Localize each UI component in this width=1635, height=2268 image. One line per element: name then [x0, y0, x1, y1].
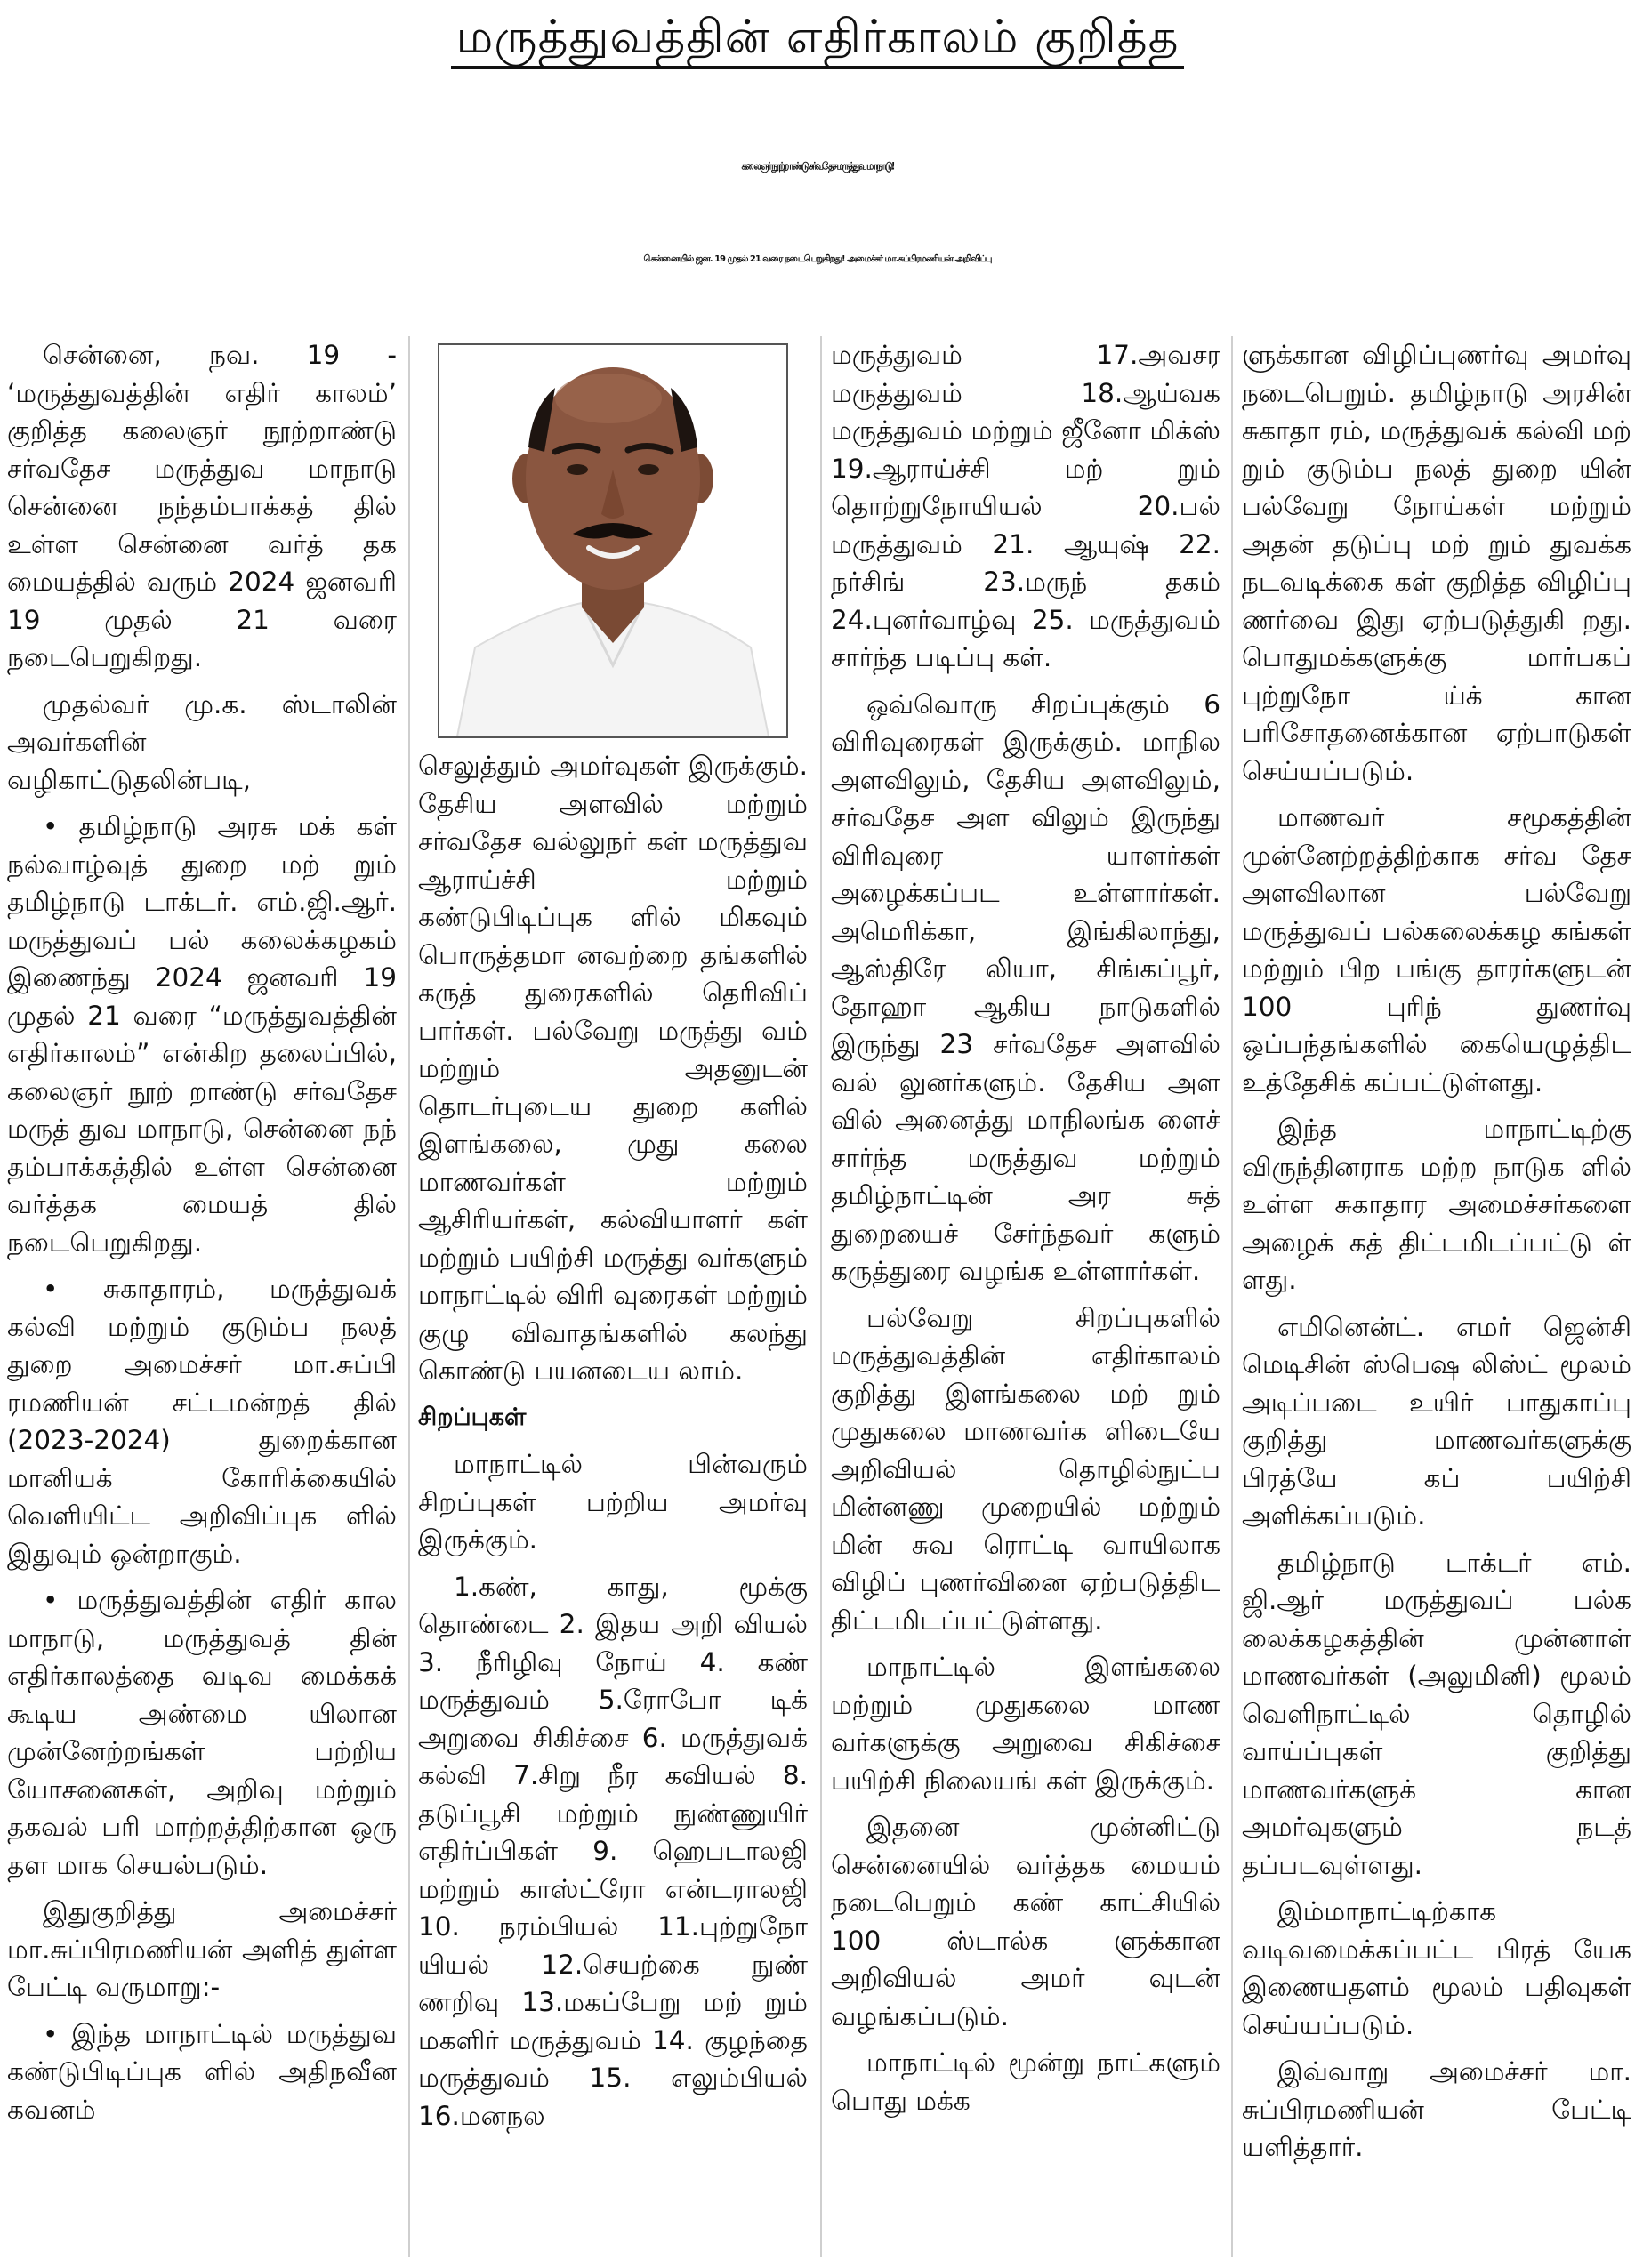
paragraph: • சுகாதாரம், மருத்துவக் கல்வி மற்றும் குடும்ப நலத் துறை அமைச்சர் மா.சுப்பி ரமணியன் சட்டமன்றத் தில் (2023-2024) துறைக்கான மானியக் கோரிக்கையில் வெளியிட்ட அறிவிப்புக ளில் இதுவும் ஒன்றாகும். [7, 1274, 397, 1569]
portrait-photo [438, 343, 788, 738]
paragraph: மாநாட்டில் பின்வரும் சிறப்புகள் பற்றிய அமர்வு இருக்கும். [418, 1449, 808, 1555]
paragraph: முதல்வர் மு.க. ஸ்டாலின் அவர்களின் வழிகாட்டுதலின்படி, [7, 688, 397, 795]
paragraph: பல்வேறு சிறப்புகளில் மருத்துவத்தின் எதிர்காலம் குறித்து இளங்கலை மற் றும் முதுகலை மாணவர்க ளிடையே அறிவியல் தொழில்நுட்ப மின்னணு முறையில் மற்றும் மின் சுவ ரொட்டி வாயிலாக விழிப் புணர்வினை ஏற்படுத்திட திட்டமிடப்பட்டுள்ளது. [831, 1302, 1220, 1636]
paragraph: இந்த மாநாட்டிற்கு விருந்தினராக மற்ற நாடுக ளில் உள்ள சுகாதார அமைச்சர்களை அழைக் கத் திட்டமிடப்பட்டு ள் ளது. [1242, 1114, 1631, 1295]
column-divider [820, 336, 822, 2257]
paragraph: • மருத்துவத்தின் எதிர் கால மாநாடு, மருத்துவத் தின் எதிர்காலத்தை வடிவ மைக்கக் கூடிய அண்மை யிலான முன்னேற்றங்கள் பற்றிய யோசனைகள், அறிவு மற்றும் தகவல் பரி மாற்றத்திற்கான ஒரு தள மாக செயல்படும். [7, 1585, 397, 1880]
paragraph: தமிழ்நாடு டாக்டர் எம். ஜி.ஆர் மருத்துவப் பல்க லைக்கழகத்தின் முன்னாள் மாணவர்கள் (அலுமினி) மூலம் வெளிநாட்டில் தொழில் வாய்ப்புகள் குறித்து மாணவர்களுக் கான அமர்வுகளும் நடத் தப்படவுள்ளது. [1242, 1547, 1631, 1880]
paragraph: எமினென்ட். எமர் ஜென்சி மெடிசின் ஸ்பெஷ லிஸ்ட் மூலம் அடிப்படை உயிர் பாதுகாப்பு குறித்து மாணவர்களுக்கு பிரத்யே கப் பயிற்சி அளிக்கப்படும். [1242, 1311, 1631, 1531]
paragraph: மாநாட்டில் மூன்று நாட்களும் பொது மக்க [831, 2047, 1220, 2116]
paragraph: 1.கண், காது, மூக்கு தொண்டை 2. இதய அறி வியல் 3. நீரிழிவு நோய் 4. கண் மருத்துவம் 5.ரோபோ டிக் அறுவை சிகிச்சை 6. மருத்துவக் கல்வி 7.சிறு நீர கவியல் 8. தடுப்பூசி மற்றும் நுண்ணுயிர் எதிர்ப்பிகள் 9. ஹெபடாலஜி மற்றும் காஸ்ட்ரோ என்டராலஜி 10. நரம்பியல் 11.புற்றுநோ யியல் 12.செயற்கை நுண் ணறிவு 13.மகப்பேறு மற் றும் மகளிர் மருத்துவம் 14. குழந்தை மருத்துவம் 15. எலும்பியல் 16.மனநல [418, 1571, 808, 2131]
paragraph: இவ்வாறு அமைச்சர் மா. சுப்பிரமணியன் பேட்டி யளித்தார். [1242, 2056, 1631, 2162]
paragraph: இதுகுறித்து அமைச்சர் மா.சுப்பிரமணியன் அளித் துள்ள பேட்டி வருமாறு:- [7, 1896, 397, 2002]
paragraph: சென்னை, நவ. 19 - ‘மருத்துவத்தின் எதிர் காலம்’ குறித்த கலைஞர் நூற்றாண்டு சர்வதேச மருத்துவ மாநாடு சென்னை நந்தம்பாக்கத் தில் உள்ள சென்னை வர்த் தக மையத்தில் வரும் 2024 ஜனவரி 19 முதல் 21 வரை நடைபெறுகிறது. [7, 340, 397, 672]
paragraph: ளுக்கான விழிப்புணர்வு அமர்வு நடைபெறும். தமிழ்நாடு அரசின் சுகாதா ரம், மருத்துவக் கல்வி மற் றும் குடும்ப நலத் துறை யின் பல்வேறு நோய்கள் மற்றும் அதன் தடுப்பு மற் றும் துவக்க நடவடிக்கை கள் குறித்த விழிப்பு ணர்வை இது ஏற்படுத்துகி றது. பொதுமக்களுக்கு மார்பகப் புற்றுநோ ய்க் கான பரிசோதனைக்கான ஏற்பாடுகள் செய்யப்படும். [1242, 340, 1631, 786]
paragraph: ஒவ்வொரு சிறப்புக்கும் 6 விரிவுரைகள் இருக்கும். மாநில அளவிலும், தேசிய அளவிலும், சர்வதேச அள விலும் இருந்து விரிவுரை யாளர்கள் அழைக்கப்பட உள்ளார்கள். அமெரிக்கா, இங்கிலாந்து, ஆஸ்திரே லியா, சிங்கப்பூர், தோஹா ஆகிய நாடுகளில் இருந்து 23 சர்வதேச அளவில் வல் லுனர்களும். தேசிய அள வில் அனைத்து மாநிலங்க ளைச் சார்ந்த மருத்துவ மற்றும் தமிழ்நாட்டின் அர சுத் துறையைச் சேர்ந்தவர் களும் கருத்துரை வழங்க உள்ளார்கள். [831, 688, 1220, 1286]
paragraph: • தமிழ்நாடு அரசு மக் கள் நல்வாழ்வுத் துறை மற் றும் தமிழ்நாடு டாக்டர். எம்.ஜி.ஆர். மருத்துவப் பல் கலைக்கழகம் இணைந்து 2024 ஜனவரி 19 முதல் 21 வரை “மருத்துவத்தின் எதிர்காலம்” என்கிற தலைப்பில், கலைஞர் நூற் றாண்டு சர்வதேச மருத் துவ மாநாடு, சென்னை நந் தம்பாக்கத்தில் உள்ள சென்னை வர்த்தக மையத் தில் நடைபெறுகிறது. [7, 811, 397, 1258]
section-subheading: சிறப்புகள் [418, 1403, 527, 1431]
portrait-photo-icon [439, 345, 786, 736]
article-column-4 [1242, 336, 1631, 2264]
paragraph: மாநாட்டில் இளங்கலை மற்றும் முதுகலை மாண வர்களுக்கு அறுவை சிகிச்சை பயிற்சி நிலையங் கள் இருக்கும். [831, 1652, 1220, 1796]
paragraph: இதனை முன்னிட்டு சென்னையில் வர்த்தக மையம் நடைபெறும் கண் காட்சியில் 100 ஸ்டால்க ளுக்கான அறிவியல் அமர் வுடன் வழங்கப்படும். [831, 1812, 1220, 2031]
paragraph: செலுத்தும் அமர்வுகள் இருக்கும். தேசிய அளவில் மற்றும் சர்வதேச வல்லுநர் கள் மருத்துவ ஆராய்ச்சி மற்றும் கண்டுபிடிப்புக ளில் மிகவும் பொருத்தமா னவற்றை தங்களில் கருத் துரைகளில் தெரிவிப் பார்கள். பல்வேறு மருத்து வம் மற்றும் அதனுடன் தொடர்புடைய துறை களில் இளங்கலை, முது கலை மாணவர்கள் மற்றும் ஆசிரியர்கள், கல்வியாளர் கள் மற்றும் பயிற்சி மருத்து வர்களும் மாநாட்டில் விரி வுரைகள் மற்றும் குழு விவாதங்களில் கலந்து கொண்டு பயனடைய லாம். [418, 751, 808, 1386]
paragraph: இம்மாநாட்டிற்காக வடிவமைக்கப்பட்ட பிரத் யேக இணையதளம் மூலம் பதிவுகள் செய்யப்படும். [1242, 1896, 1631, 2040]
article-column-1 [7, 336, 397, 2264]
column-divider [408, 336, 410, 2257]
kicker-heading [0, 11, 1635, 70]
column-divider [1231, 336, 1233, 2257]
paragraph: மருத்துவம் 17.அவசர மருத்துவம் 18.ஆய்வக மருத்துவம் மற்றும் ஜீனோ மிக்ஸ் 19.ஆராய்ச்சி மற் றும் தொற்றுநோயியல் 20.பல் மருத்துவம் 21. ஆயுஷ் 22. நர்சிங் 23.மருந் தகம் 24.புனர்வாழ்வு 25. மருத்துவம் சார்ந்த படிப்பு கள். [831, 340, 1220, 672]
paragraph: மாணவர் சமூகத்தின் முன்னேற்றத்திற்காக சர்வ தேச அளவிலான பல்வேறு மருத்துவப் பல்கலைக்கழ கங்கள் மற்றும் பிற பங்கு தாரர்களுடன் 100 புரிந் துணர்வு ஒப்பந்தங்களில் கையெழுத்திட உத்தேசிக் கப்பட்டுள்ளது. [1242, 802, 1631, 1098]
kicker-text: மருத்துவத்தின் எதிர்காலம் குறித்த [451, 11, 1185, 69]
headline: கலைஞர் நூற்றாண்டு சர்வதேச மருத்துவ மாநாடு! [741, 160, 894, 173]
article-column-3 [831, 336, 1220, 2264]
article-column-2 [418, 747, 808, 2264]
subheadline: சென்னையில் ஜன. 19 முதல் 21 வரை நடைபெறுகிறது! அமைச்சர் மா.சுப்பிரமணியன் அறிவிப்பு [643, 254, 992, 264]
paragraph: • இந்த மாநாட்டில் மருத்துவ கண்டுபிடிப்புக ளில் அதிநவீன கவனம் [7, 2018, 397, 2125]
